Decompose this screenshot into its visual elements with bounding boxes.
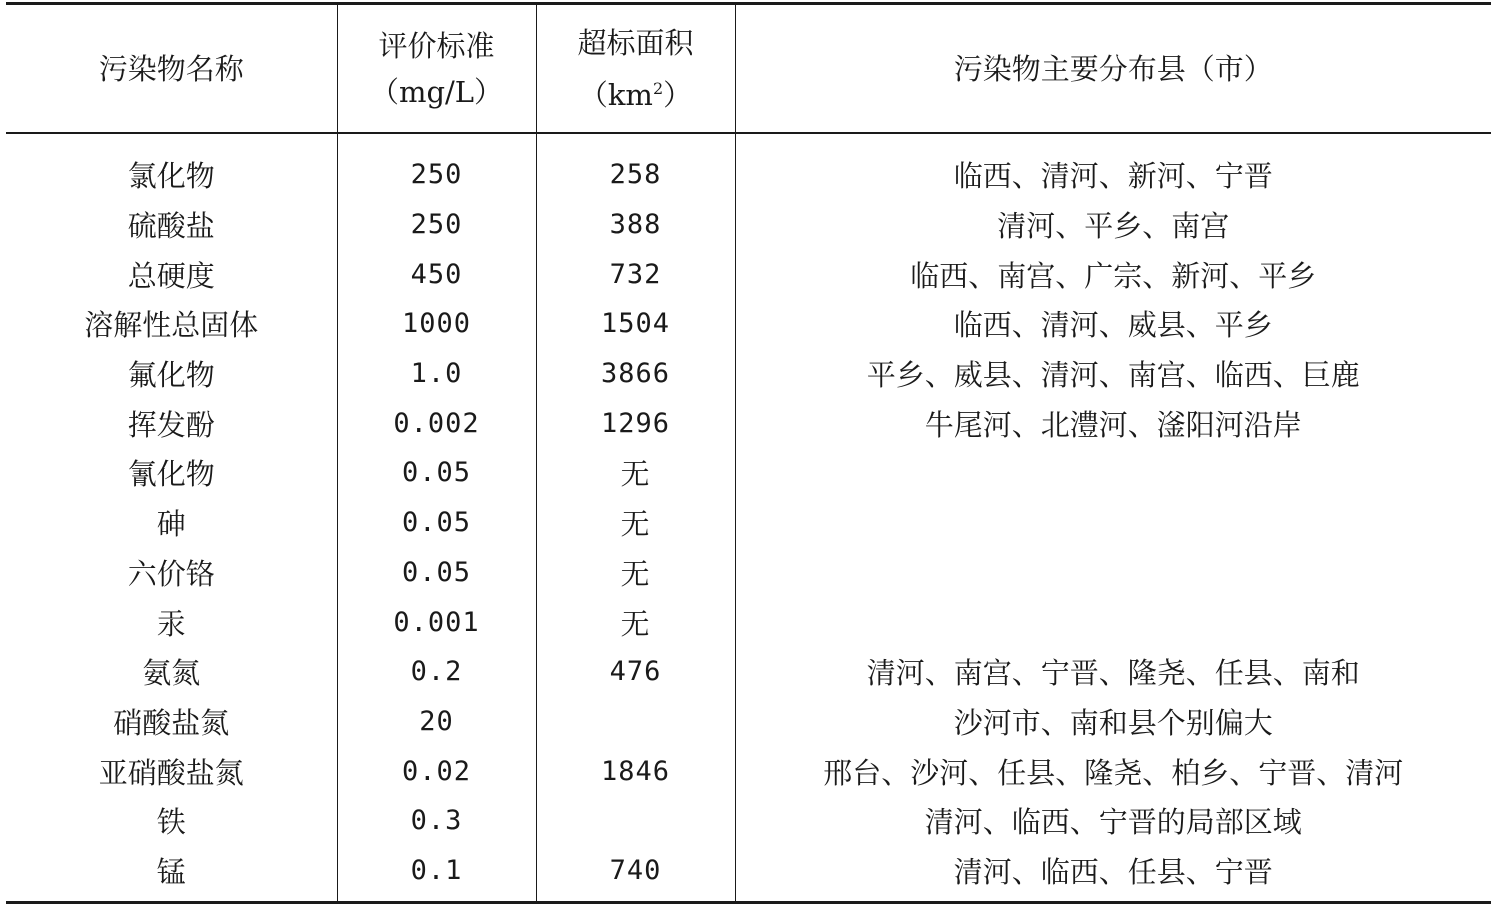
cell-area: 388 [536,200,735,250]
table-row [6,133,1491,200]
pollutant-table [6,2,1491,904]
cell-name: 六价铬 [127,556,215,591]
cell-standard: 0.001 [337,597,536,647]
table-row [6,448,1491,498]
header-exceed-area [536,4,735,134]
pollutant-table-container [6,2,1491,904]
cell-name: 硝酸盐氮 [113,705,230,740]
cell-name: 锰 [156,854,186,889]
cell-area: 无 [536,498,735,548]
header-distribution: 污染物主要分布县（市） [735,4,1491,134]
table-row [6,200,1491,250]
cell-standard: 0.05 [337,448,536,498]
cell-area: 476 [536,647,735,697]
cell-name: 氰化物 [127,457,215,492]
cell-name: 氟化物 [127,358,215,393]
cell-standard: 1000 [337,299,536,349]
cell-standard: 1.0 [337,349,536,399]
table-row [6,249,1491,299]
cell-distribution: 临西、南宫、广宗、新河、平乡 [735,249,1491,299]
cell-area [536,796,735,846]
table-row [6,647,1491,697]
cell-name: 挥发酚 [127,407,215,442]
table-row [6,299,1491,349]
cell-standard: 0.2 [337,647,536,697]
cell-distribution: 临西、清河、威县、平乡 [735,299,1491,349]
header-standard [337,4,536,134]
cell-distribution: 沙河市、南和县个别偏大 [735,697,1491,747]
cell-distribution [735,498,1491,548]
cell-distribution: 清河、临西、宁晋的局部区域 [735,796,1491,846]
table-row [6,846,1491,903]
cell-name: 总硬度 [127,258,215,293]
cell-name: 汞 [156,606,186,641]
cell-distribution [735,597,1491,647]
table-row [6,796,1491,846]
header-area-title: 超标面积 [577,25,694,60]
cell-distribution: 清河、平乡、南宫 [735,200,1491,250]
cell-name: 铁 [156,805,186,840]
header-pollutant-name: 污染物名称 [98,51,244,86]
cell-standard: 0.02 [337,746,536,796]
cell-distribution: 牛尾河、北澧河、滏阳河沿岸 [735,398,1491,448]
cell-area: 3866 [536,349,735,399]
cell-distribution: 邢台、沙河、任县、隆尧、柏乡、宁晋、清河 [735,746,1491,796]
table-row [6,697,1491,747]
cell-standard: 0.1 [337,846,536,903]
header-standard-title: 评价标准 [378,28,495,63]
cell-name: 溶解性总固体 [84,308,259,343]
cell-name: 氨氮 [142,656,201,691]
table-row [6,746,1491,796]
cell-area: 740 [536,846,735,903]
cell-standard: 250 [337,200,536,250]
header-row [6,4,1491,134]
cell-distribution: 清河、南宫、宁晋、隆尧、任县、南和 [735,647,1491,697]
cell-standard: 0.05 [337,548,536,598]
header-area-unit: $(km^2)$ [578,77,693,112]
table-header [6,4,1491,134]
cell-standard: 0.05 [337,498,536,548]
cell-distribution: 平乡、威县、清河、南宫、临西、巨鹿 [735,349,1491,399]
cell-area: 258 [536,133,735,200]
table-row [6,398,1491,448]
cell-distribution: 临西、清河、新河、宁晋 [735,133,1491,200]
table-row [6,349,1491,399]
table-row [6,597,1491,647]
table-body [6,133,1491,903]
cell-name: 砷 [156,507,186,542]
table-row [6,498,1491,548]
cell-area: 1296 [536,398,735,448]
cell-area: 1846 [536,746,735,796]
header-standard-unit: （mg/L） [369,74,504,109]
cell-area: 无 [536,597,735,647]
cell-area: 1504 [536,299,735,349]
cell-distribution: 清河、临西、任县、宁晋 [735,846,1491,903]
cell-standard: 20 [337,697,536,747]
cell-standard: 0.3 [337,796,536,846]
cell-distribution [735,548,1491,598]
cell-name: 亚硝酸盐氮 [98,755,244,790]
cell-standard: 450 [337,249,536,299]
table-row [6,548,1491,598]
cell-area [536,697,735,747]
cell-name: 硫酸盐 [127,209,215,244]
cell-standard: 0.002 [337,398,536,448]
cell-area: 732 [536,249,735,299]
cell-name: 氯化物 [127,159,215,194]
cell-standard: 250 [337,133,536,200]
cell-distribution [735,448,1491,498]
cell-area: 无 [536,448,735,498]
cell-area: 无 [536,548,735,598]
